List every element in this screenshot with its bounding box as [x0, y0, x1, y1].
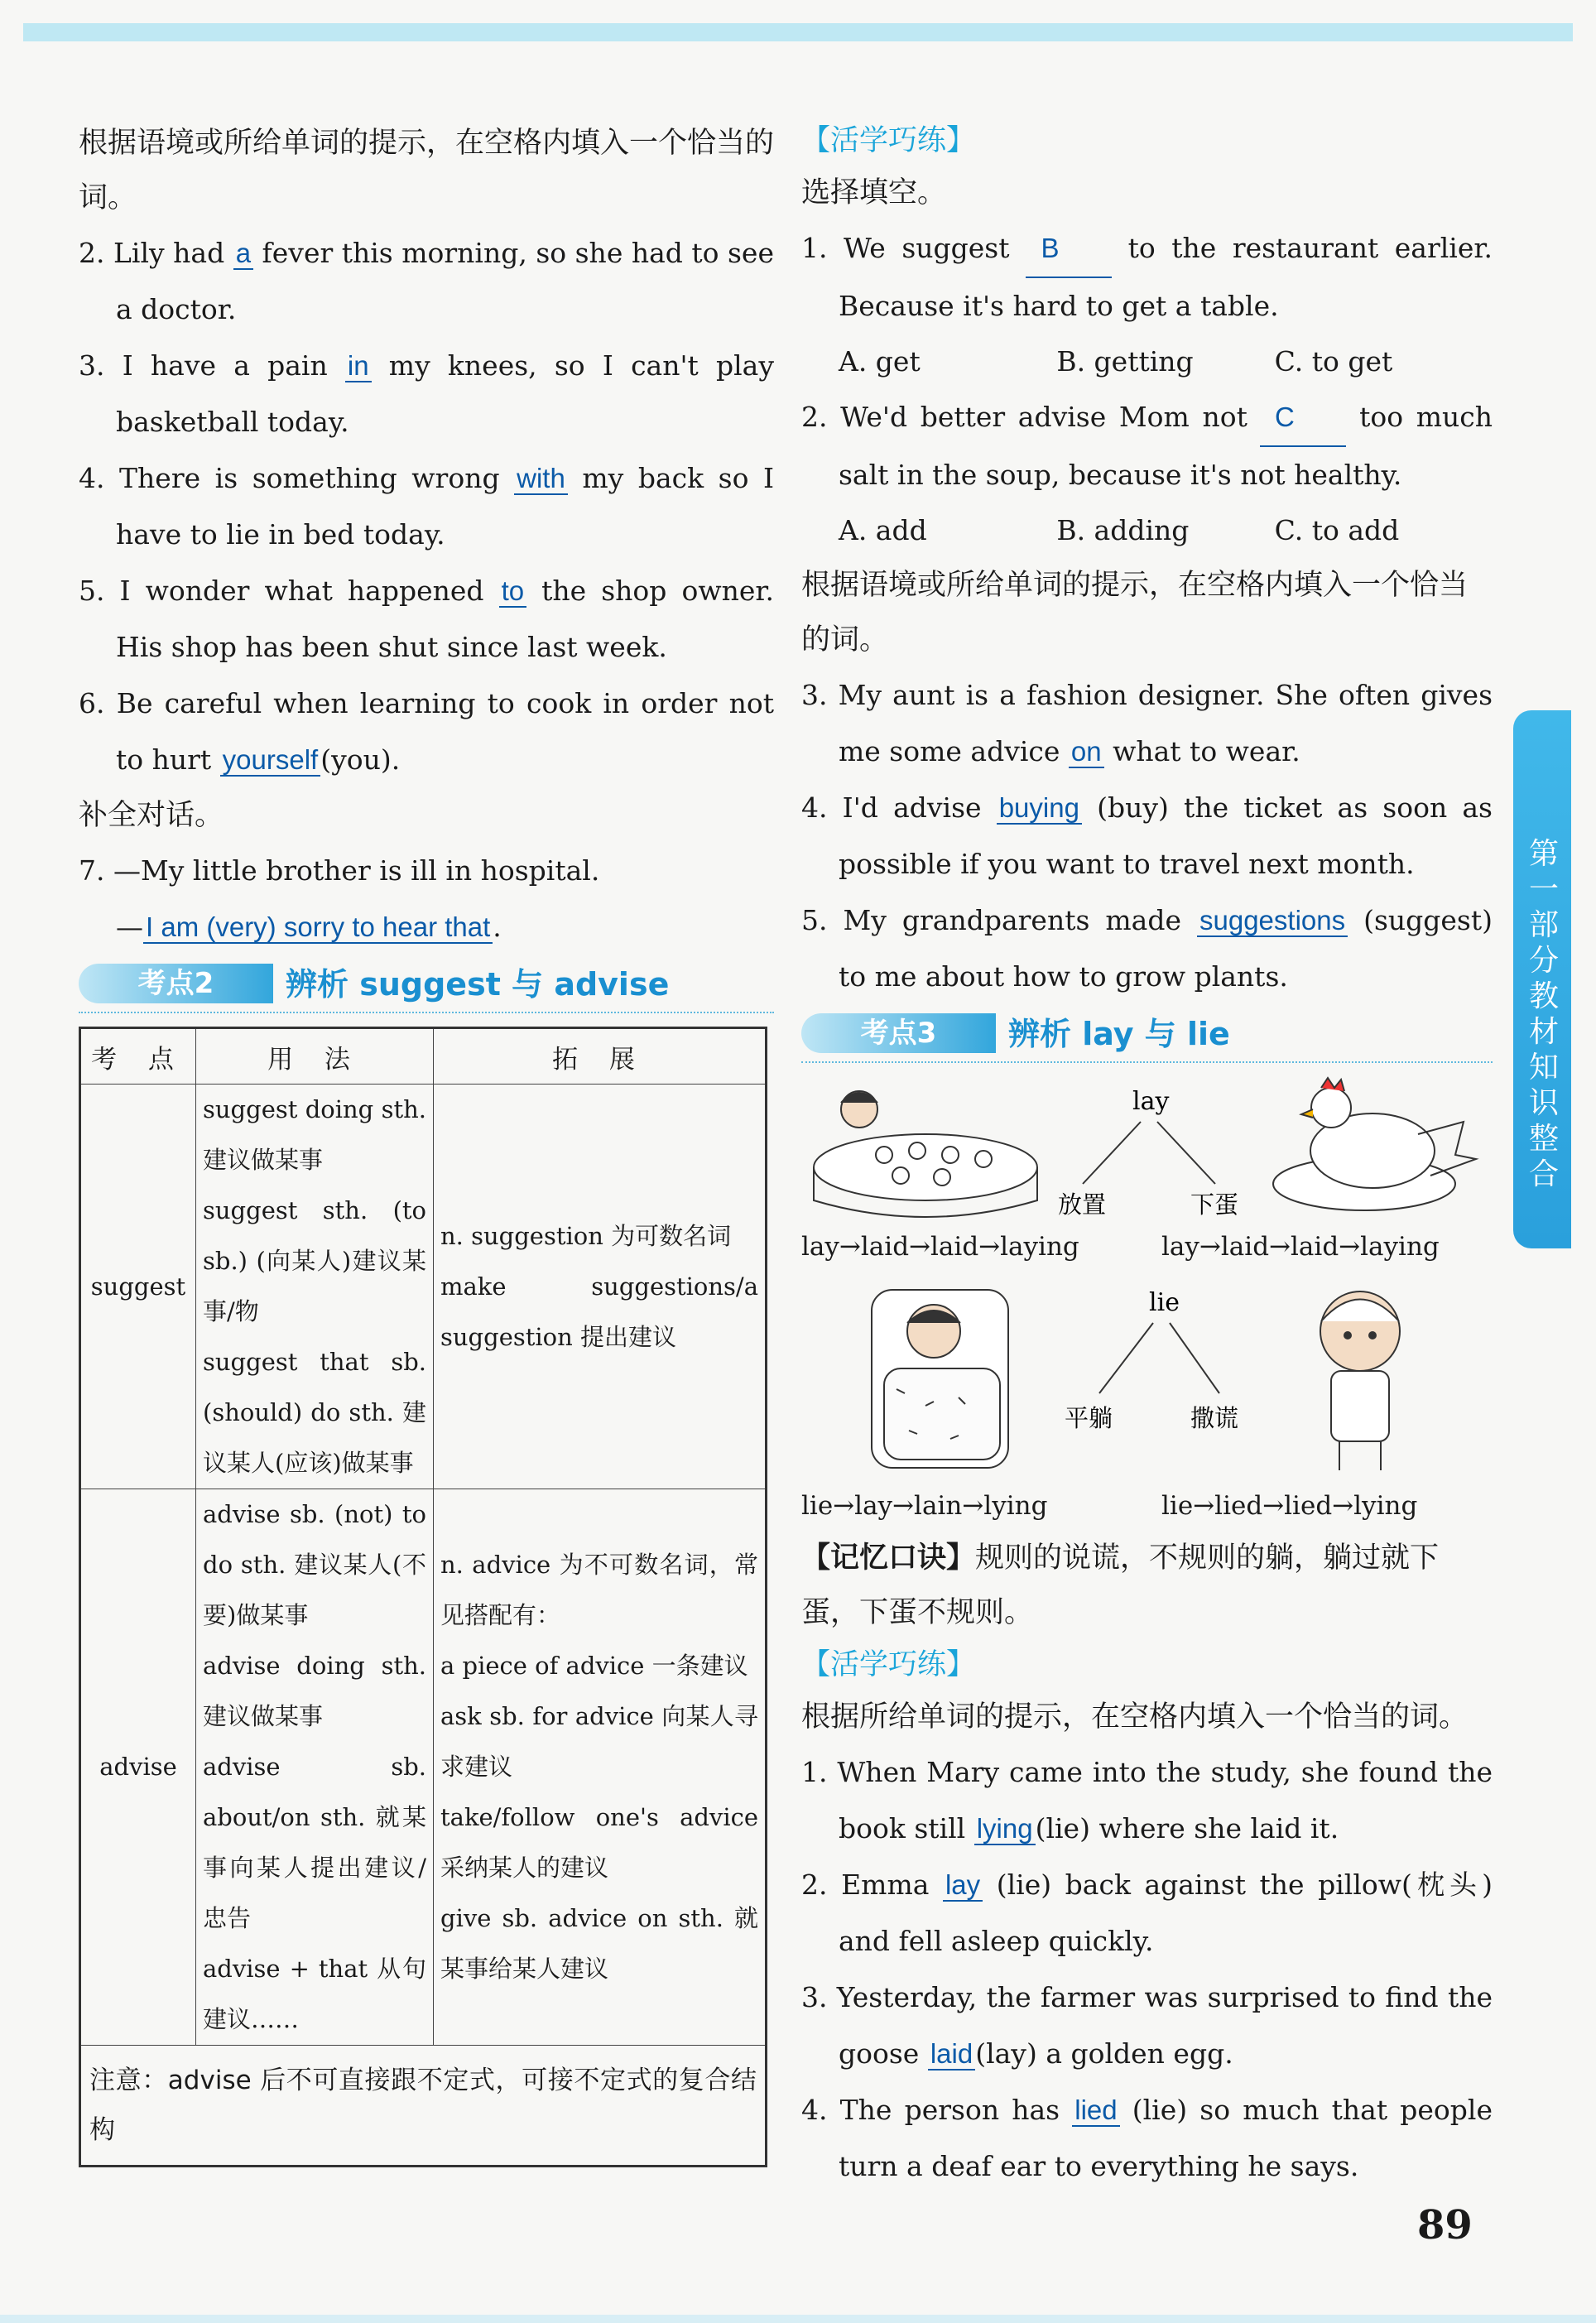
page-number: 89 [1417, 2202, 1473, 2248]
table-cell: advise sb. (not) to do sth. 建议某人(不要)做某事 advise doing sth. 建议做某事 advise sb. about/on sth. 就某事向某人提出建议/忠告 advise + that 从句建议…… [196, 1489, 434, 2046]
lay-word: lay [1132, 1087, 1170, 1116]
lie-forms: lie→lay→lain→lying lie→lied→lied→lying [801, 1491, 1418, 1521]
side-tab-label: 第一部分 教材知识整合 [1528, 837, 1559, 1191]
table-note: 注意：advise 后不可直接跟不定式，可接不定式的复合结构 [80, 2046, 767, 2167]
meaning-lie-down: 平躺 [1065, 1404, 1113, 1432]
answer: in [345, 350, 372, 382]
top-band [23, 23, 1573, 41]
left-column [79, 116, 774, 2167]
question-3: 3. My aunt is a fashion designer. She often gives me some advice on what to wear. [801, 679, 1493, 767]
lay-lie-question-3: 3. Yesterday, the farmer was surprised to find the goose laid(lay) a golden egg. [801, 1981, 1493, 2070]
mc-question-1: 1. We suggest B to the restaurant earlier. Because it's hard to get a table. [801, 220, 1493, 334]
usage-table [79, 1027, 767, 2167]
lay-forms: lay→laid→laid→laying lay→laid→laid→laying [801, 1232, 1440, 1262]
table-cell: suggest [80, 1085, 196, 1489]
practice-label: 【活学巧练】 [801, 124, 976, 157]
answer: on [1069, 736, 1104, 768]
question-6: 6. Be careful when learning to cook in order not to hurt yourself(you). [79, 687, 774, 776]
answer: laid [928, 2038, 975, 2070]
answer: I am (very) sorry to hear that [143, 911, 493, 944]
table-cell: n. suggestion 为可数名词 make suggestions/a suggestion 提出建议 [434, 1085, 767, 1489]
answer: to [499, 575, 527, 608]
answer: suggestions [1197, 905, 1348, 937]
question-4: 4. There is something wrong with my back so I have to lie in bed today. [79, 462, 775, 551]
section-tag: 考点3 [801, 1013, 996, 1053]
question-7: 7. —My little brother is ill in hospital. [79, 854, 600, 887]
meaning-lay-egg: 下蛋 [1190, 1190, 1239, 1219]
section-title: 辨析 lay 与 lie [1008, 1016, 1230, 1052]
question-5: 5. My grandparents made suggestions (suggest) to me about how to grow plants. [801, 904, 1493, 993]
right-column [801, 116, 1493, 2195]
section-title: 辨析 suggest 与 advise [286, 966, 670, 1003]
table-cell: suggest doing sth. 建议做某事 suggest sth. (to sb.) (向某人)建议某事/物 suggest that sb. (should) do sth. 建议某人(应该)做某事 [196, 1085, 434, 1489]
lie-illustration [801, 1273, 1493, 1484]
options: A. add B. adding C. to add [839, 514, 1400, 546]
answer: a [233, 238, 253, 270]
answer: with [514, 463, 568, 495]
mc-question-2: 2. We'd better advise Mom not C too much salt in the soup, because it's not healthy. [801, 389, 1493, 503]
hen-illustration [1273, 1078, 1476, 1210]
lay-illustration [801, 1076, 1493, 1225]
answer: C [1260, 389, 1346, 447]
instruction: 根据所给单词的提示，在空格内填入一个恰当的词。 [801, 1700, 1469, 1734]
table-header: 用 法 [196, 1028, 434, 1085]
table-cell: advise [80, 1489, 196, 2046]
lay-lie-question-2: 2. Emma lay (lie) back against the pillow(枕头) and fell asleep quickly. [801, 1868, 1493, 1957]
answer: yourself [220, 744, 321, 777]
section-header [801, 1010, 1493, 1063]
answer: lying [974, 1813, 1036, 1845]
question-7-answer: —I am (very) sorry to hear that. [116, 911, 502, 943]
section-tag: 考点2 [79, 964, 273, 1003]
lay-lie-question-1: 1. When Mary came into the study, she found the book still lying(lie) where she laid it. [801, 1756, 1493, 1844]
question-4: 4. I'd advise buying (buy) the ticket as soon as possible if you want to travel next month. [801, 791, 1493, 880]
meaning-tell-lie: 撒谎 [1190, 1404, 1239, 1432]
table-row [80, 1489, 767, 2046]
lay-lie-question-4: 4. The person has lied (lie) so much that people turn a deaf ear to everything he says. [801, 2094, 1493, 2182]
boy-table-illustration [814, 1091, 1037, 1217]
sleeping-boy-illustration [872, 1290, 1008, 1468]
meaning-put: 放置 [1058, 1190, 1107, 1219]
answer: B [1026, 220, 1112, 278]
answer: lied [1072, 2095, 1119, 2127]
instruction: 补全对话。 [79, 799, 224, 832]
practice-label: 【活学巧练】 [801, 1648, 976, 1681]
lie-word: lie [1149, 1288, 1180, 1317]
table-row [80, 1085, 767, 1489]
table-header: 考 点 [80, 1028, 196, 1085]
table-cell: n. advice 为不可数名词，常见搭配有： a piece of advice 一条建议 ask sb. for advice 向某人寻求建议 take/follow one's advice 采纳某人的建议 give sb. advice on sth. 就某事给某人建议 [434, 1489, 767, 2046]
instruction: 选择填空。 [801, 176, 947, 209]
worried-boy-illustration [1320, 1291, 1400, 1470]
question-5: 5. I wonder what happened to the shop owner. His shop has been shut since last week. [79, 575, 775, 663]
answer: buying [997, 792, 1082, 825]
memory-tip: 【记忆口诀】规则的说谎，不规则的躺，躺过就下蛋，下蛋不规则。 [801, 1541, 1440, 1629]
bottom-band [0, 2315, 1596, 2323]
section-header [79, 960, 774, 1013]
instruction: 根据语境或所给单词的提示，在空格内填入一个恰当的词。 [79, 127, 775, 214]
table-header: 拓 展 [434, 1028, 767, 1085]
options: A. get B. getting C. to get [839, 345, 1393, 378]
answer: lay [943, 1869, 983, 1902]
instruction: 根据语境或所给单词的提示，在空格内填入一个恰当的词。 [801, 569, 1469, 656]
question-3: 3. I have a pain in my knees, so I can't play basketball today. [79, 349, 774, 438]
question-2: 2. Lily had a fever this morning, so she had to see a doctor. [79, 237, 774, 325]
